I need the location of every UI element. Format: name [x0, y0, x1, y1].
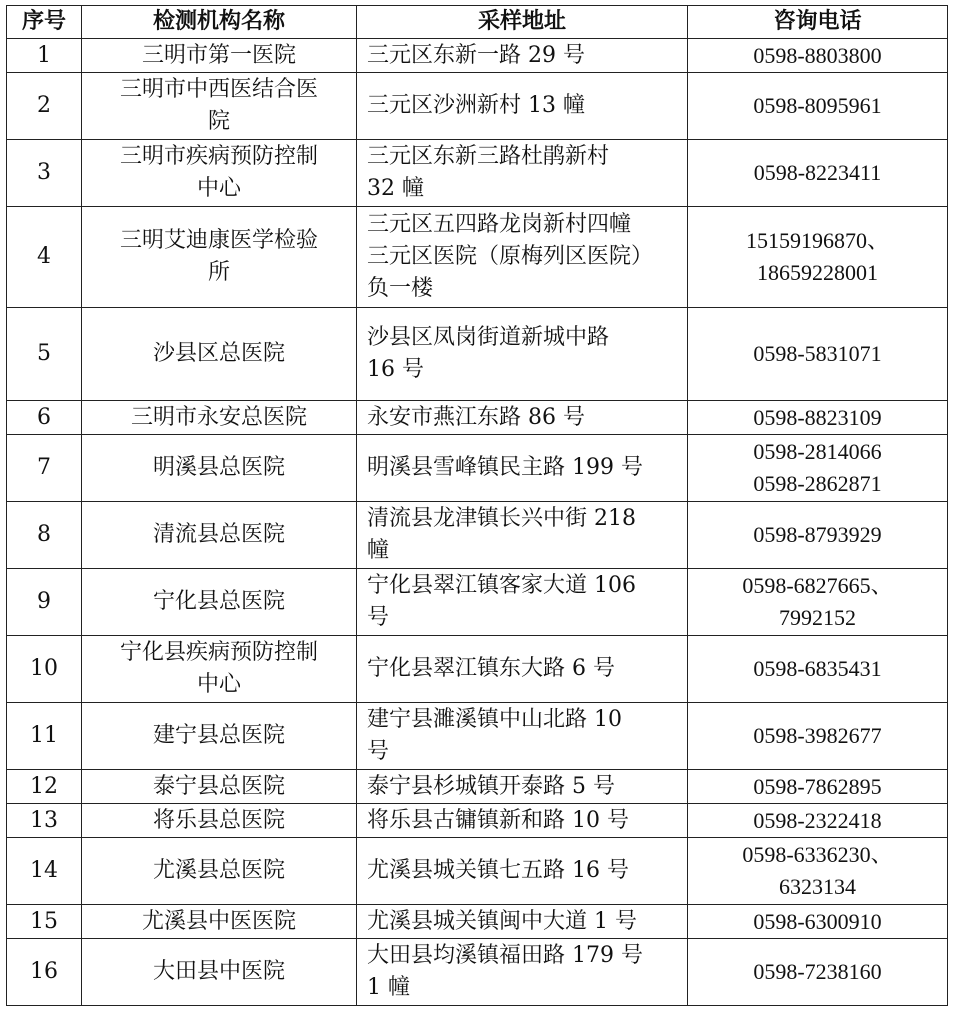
- phone-number: 0598-6300910: [753, 908, 882, 934]
- sampling-address-cell: 三元区东新一路 29 号: [357, 39, 688, 73]
- row-index-cell: 9: [7, 569, 82, 636]
- table-row: [7, 703, 948, 770]
- testing-institutions-sheet: [6, 5, 947, 1006]
- institution-name-cell: 三明市永安总医院: [82, 401, 357, 435]
- table-row: [7, 569, 948, 636]
- testing-institutions-table: [6, 5, 948, 1006]
- phone-number: 0598-7238160: [753, 959, 882, 984]
- consult-phone-cell: [688, 636, 948, 703]
- table-row: [7, 401, 948, 435]
- phone-number: 0598-6827665、: [742, 573, 893, 598]
- row-index-cell: 7: [7, 435, 82, 502]
- table-row: [7, 435, 948, 502]
- institution-name-cell: 尤溪县总医院: [82, 838, 357, 905]
- phone-number: 0598-8803800: [753, 42, 882, 68]
- row-index-cell: 1: [7, 39, 82, 73]
- sampling-address-cell: 尤溪县城关镇七五路 16 号: [357, 838, 688, 905]
- sampling-address-cell: 明溪县雪峰镇民主路 199 号: [357, 435, 688, 502]
- header-address: 采样地址: [357, 6, 688, 39]
- table-row: [7, 939, 948, 1006]
- phone-number: 0598-6835431: [753, 656, 882, 681]
- consult-phone-cell: [688, 569, 948, 636]
- phone-number: 0598-7862895: [753, 773, 882, 799]
- table-row: [7, 838, 948, 905]
- institution-name-cell: 三明市中西医结合医 院: [82, 73, 357, 140]
- phone-number: 0598-8223411: [753, 160, 882, 185]
- header-index: 序号: [7, 6, 82, 39]
- consult-phone-cell: [688, 939, 948, 1006]
- phone-number: 0598-2862871: [753, 471, 882, 496]
- row-index-cell: 4: [7, 207, 82, 308]
- phone-number: 0598-2814066: [753, 439, 882, 464]
- table-row: [7, 770, 948, 804]
- row-index-cell: 10: [7, 636, 82, 703]
- institution-name-cell: 清流县总医院: [82, 502, 357, 569]
- table-header-row: [7, 6, 948, 39]
- row-index-cell: 2: [7, 73, 82, 140]
- header-phone: 咨询电话: [688, 6, 948, 39]
- sampling-address-cell: 泰宁县杉城镇开泰路 5 号: [357, 770, 688, 804]
- consult-phone-cell: [688, 308, 948, 401]
- sampling-address-cell: 永安市燕江东路 86 号: [357, 401, 688, 435]
- institution-name-cell: 宁化县疾病预防控制 中心: [82, 636, 357, 703]
- institution-name-cell: 三明艾迪康医学检验 所: [82, 207, 357, 308]
- table-row: [7, 502, 948, 569]
- row-index-cell: 6: [7, 401, 82, 435]
- consult-phone-cell: [688, 207, 948, 308]
- institution-name-cell: 沙县区总医院: [82, 308, 357, 401]
- row-index-cell: 5: [7, 308, 82, 401]
- consult-phone-cell: [688, 73, 948, 140]
- sampling-address-cell: 建宁县濉溪镇中山北路 10 号: [357, 703, 688, 770]
- institution-name-cell: 尤溪县中医医院: [82, 905, 357, 939]
- consult-phone-cell: [688, 770, 948, 804]
- phone-number: 0598-6336230、: [742, 842, 893, 867]
- table-row: [7, 636, 948, 703]
- sampling-address-cell: 大田县均溪镇福田路 179 号 1 幢: [357, 939, 688, 1006]
- phone-number: 0598-2322418: [753, 807, 882, 833]
- consult-phone-cell: [688, 804, 948, 838]
- phone-number: 0598-5831071: [753, 341, 882, 366]
- institution-name-cell: 三明市疾病预防控制 中心: [82, 140, 357, 207]
- table-row: [7, 804, 948, 838]
- phone-number: 0598-3982677: [753, 723, 882, 748]
- sampling-address-cell: 尤溪县城关镇闽中大道 1 号: [357, 905, 688, 939]
- table-row: [7, 140, 948, 207]
- row-index-cell: 3: [7, 140, 82, 207]
- table-row: [7, 73, 948, 140]
- consult-phone-cell: [688, 435, 948, 502]
- institution-name-cell: 明溪县总医院: [82, 435, 357, 502]
- sampling-address-cell: 三元区东新三路杜鹃新村 32 幢: [357, 140, 688, 207]
- sampling-address-cell: 宁化县翠江镇客家大道 106 号: [357, 569, 688, 636]
- table-row: [7, 905, 948, 939]
- table-row: [7, 39, 948, 73]
- table-row: [7, 308, 948, 401]
- table-row: [7, 207, 948, 308]
- consult-phone-cell: [688, 905, 948, 939]
- row-index-cell: 12: [7, 770, 82, 804]
- phone-number: 7992152: [779, 605, 856, 630]
- consult-phone-cell: [688, 39, 948, 73]
- row-index-cell: 11: [7, 703, 82, 770]
- row-index-cell: 13: [7, 804, 82, 838]
- institution-name-cell: 大田县中医院: [82, 939, 357, 1006]
- consult-phone-cell: [688, 401, 948, 435]
- row-index-cell: 8: [7, 502, 82, 569]
- consult-phone-cell: [688, 838, 948, 905]
- consult-phone-cell: [688, 502, 948, 569]
- institution-name-cell: 宁化县总医院: [82, 569, 357, 636]
- sampling-address-cell: 将乐县古镛镇新和路 10 号: [357, 804, 688, 838]
- phone-number: 18659228001: [757, 260, 878, 285]
- phone-number: 6323134: [779, 874, 856, 899]
- phone-number: 15159196870、: [745, 228, 889, 253]
- sampling-address-cell: 三元区沙洲新村 13 幢: [357, 73, 688, 140]
- table-body: [7, 39, 948, 1006]
- sampling-address-cell: 清流县龙津镇长兴中街 218 幢: [357, 502, 688, 569]
- phone-number: 0598-8095961: [753, 93, 882, 118]
- institution-name-cell: 泰宁县总医院: [82, 770, 357, 804]
- row-index-cell: 14: [7, 838, 82, 905]
- sampling-address-cell: 三元区五四路龙岗新村四幢 三元区医院（原梅列区医院） 负一楼: [357, 207, 688, 308]
- consult-phone-cell: [688, 140, 948, 207]
- row-index-cell: 15: [7, 905, 82, 939]
- institution-name-cell: 建宁县总医院: [82, 703, 357, 770]
- sampling-address-cell: 宁化县翠江镇东大路 6 号: [357, 636, 688, 703]
- row-index-cell: 16: [7, 939, 82, 1006]
- consult-phone-cell: [688, 703, 948, 770]
- institution-name-cell: 三明市第一医院: [82, 39, 357, 73]
- institution-name-cell: 将乐县总医院: [82, 804, 357, 838]
- header-institution: 检测机构名称: [82, 6, 357, 39]
- phone-number: 0598-8823109: [753, 404, 882, 430]
- phone-number: 0598-8793929: [753, 522, 882, 547]
- sampling-address-cell: 沙县区凤岗街道新城中路 16 号: [357, 308, 688, 401]
